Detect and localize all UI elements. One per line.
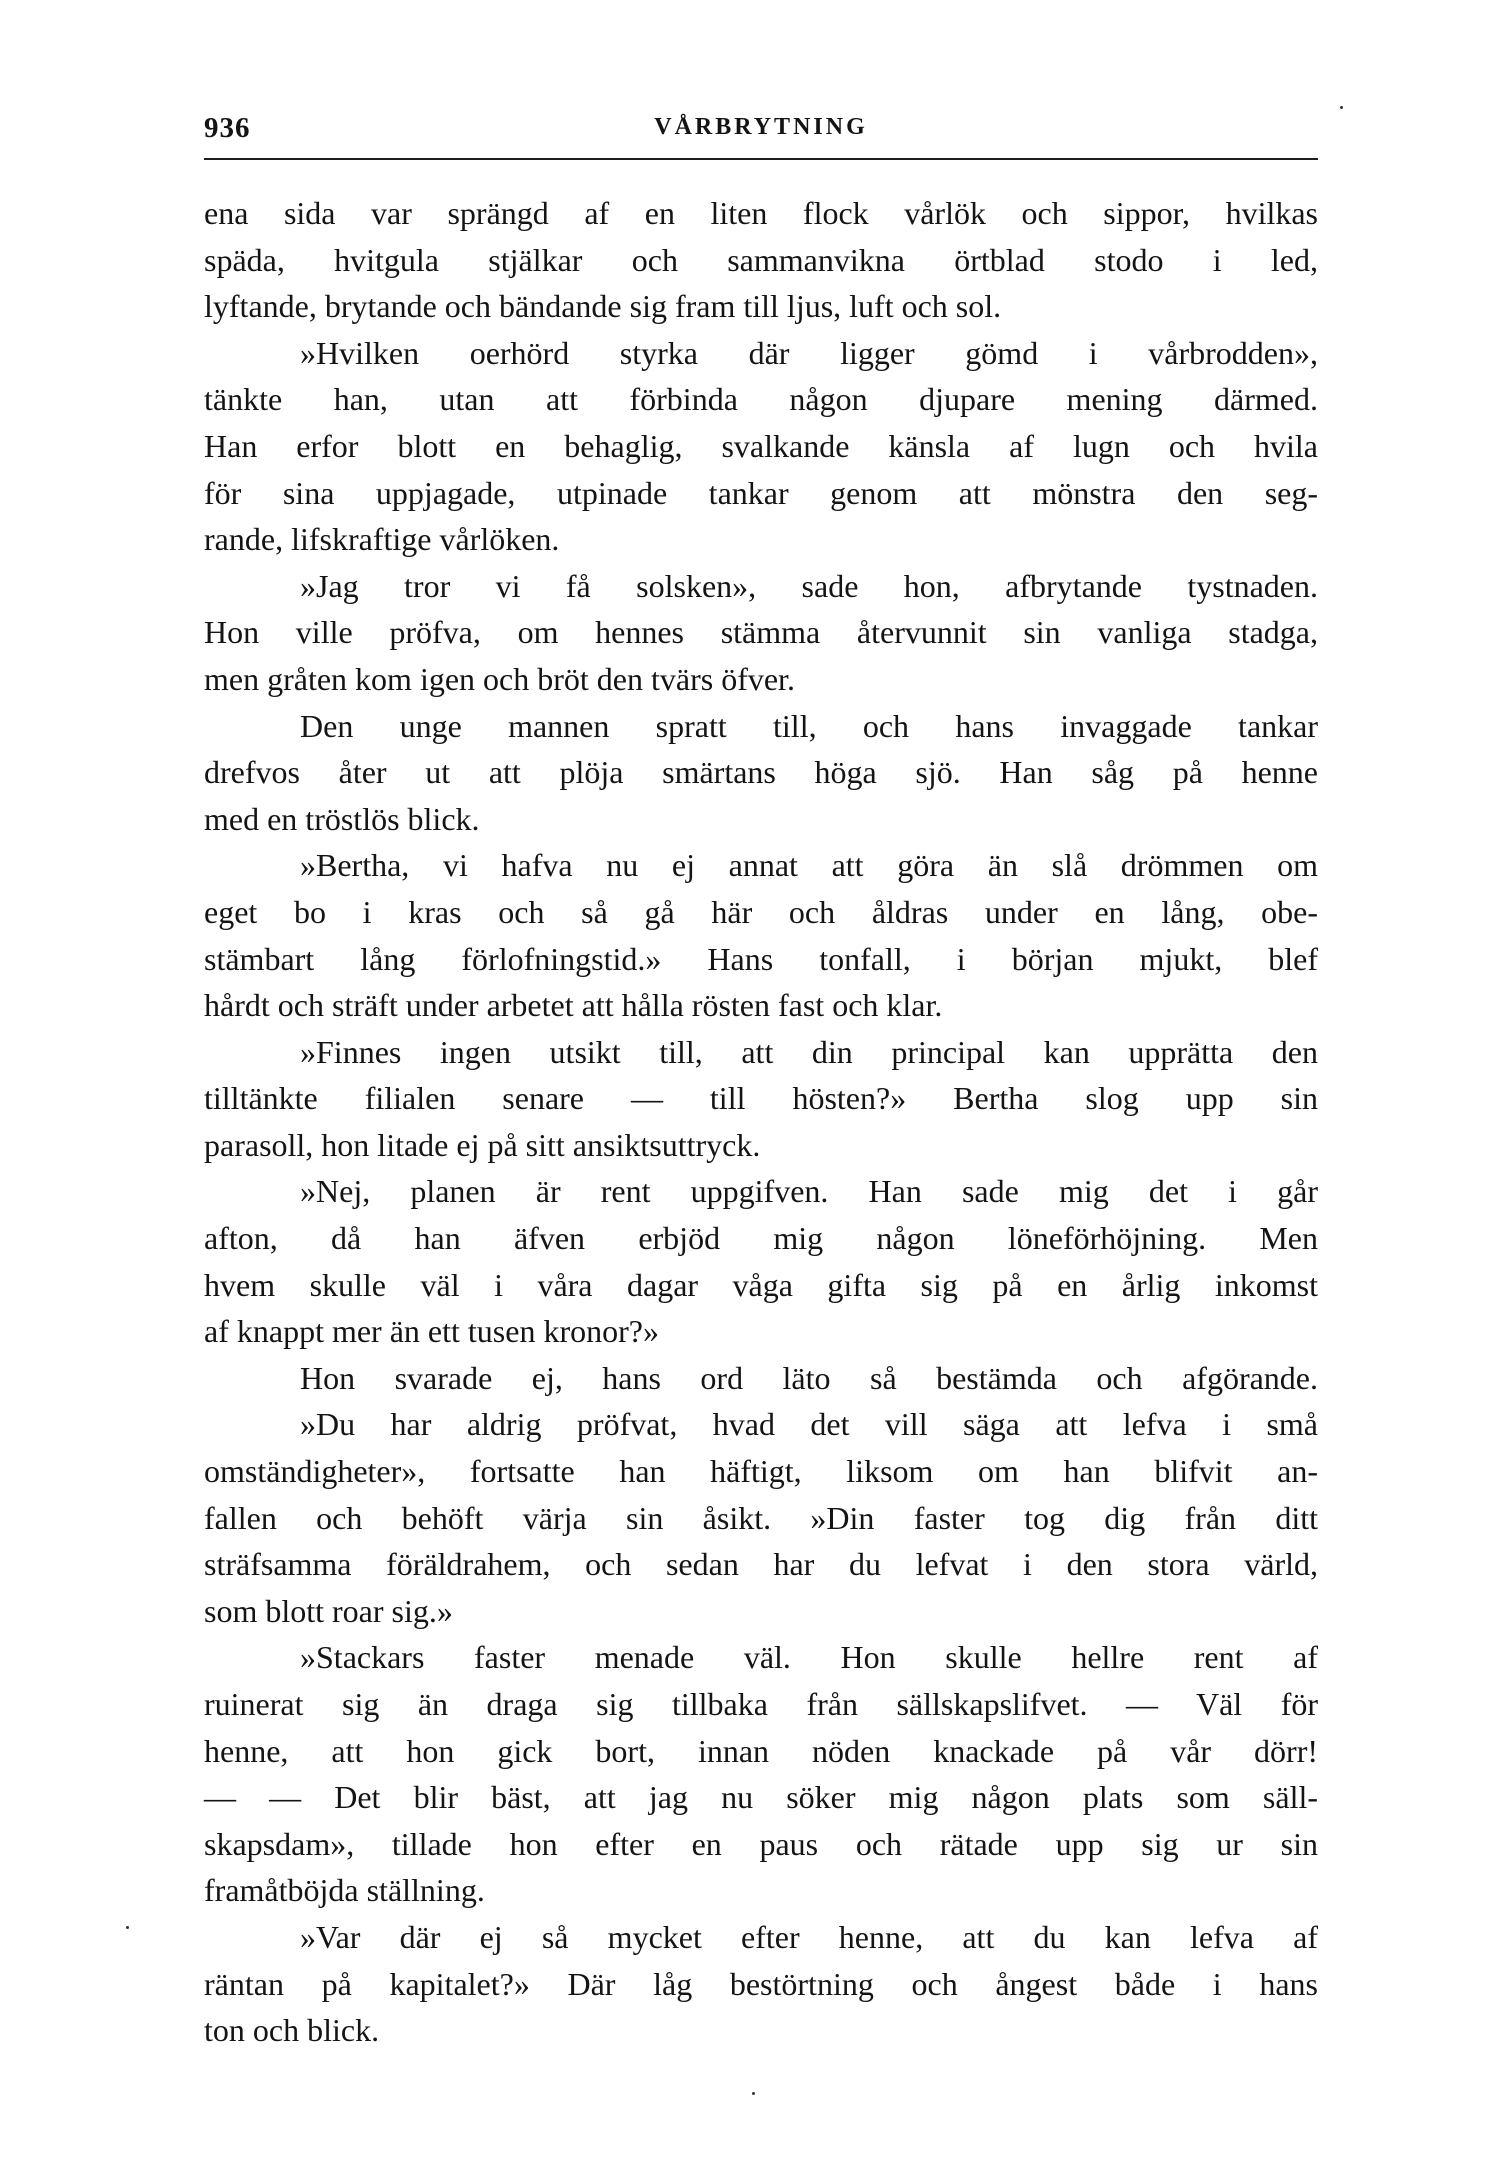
text-line: Han erfor blott en behaglig, svalkande känsla af lugn och hvila (204, 427, 1318, 464)
text-line: ruinerat sig än draga sig tillbaka från sällskapslifvet. — Väl för (204, 1686, 1318, 1722)
text-line: »Hvilken oerhörd styrka där ligger gömd i vårbrodden», (300, 334, 1318, 371)
page-number: 936 (204, 112, 251, 144)
text-line: ena sida var sprängd af en liten flock vårlök och sippor, hvilkas (204, 195, 1318, 231)
text-line: omständigheter», fortsatte han häftigt, liksom om han blifvit an- (204, 1453, 1318, 1490)
text-line: hvem skulle väl i våra dagar våga gifta sig på en årlig inkomst (204, 1266, 1318, 1303)
text-line: »Nej, planen är rent uppgifven. Han sade mig det i går (300, 1173, 1318, 1210)
text-line: som blott roar sig.» (204, 1592, 453, 1629)
text-line: hårdt och sträft under arbetet att hålla rösten fast och klar. (204, 987, 943, 1024)
text-line: men gråten kom igen och bröt den tvärs öfver. (204, 660, 795, 697)
body-text (204, 190, 1318, 2054)
text-line: ton och blick. (204, 2012, 380, 2049)
text-line: lyftande, brytande och bändande sig fram till ljus, luft och sol. (204, 288, 1002, 325)
print-speck (1340, 106, 1343, 109)
text-line: »Jag tror vi få solsken», sade hon, afbrytande tystnaden. (300, 567, 1318, 604)
text-line: henne, att hon gick bort, innan nöden knackade på vår dörr! (204, 1732, 1318, 1769)
print-speck (752, 2092, 755, 2095)
text-line: späda, hvitgula stjälkar och sammanvikna örtblad stodo i led, (204, 241, 1318, 278)
text-line: »Finnes ingen utsikt till, att din principal kan upprätta den (300, 1033, 1318, 1070)
text-line: skapsdam», tillade hon efter en paus och rätade upp sig ur sin (204, 1825, 1318, 1862)
text-line: afton, då han äfven erbjöd mig någon löneförhöjning. Men (204, 1220, 1318, 1257)
text-line: »Bertha, vi hafva nu ej annat att göra än slå drömmen om (300, 847, 1318, 884)
text-line: »Du har aldrig pröfvat, hvad det vill säga att lefva i små (300, 1406, 1318, 1443)
text-line: »Stackars faster menade väl. Hon skulle hellre rent af (300, 1639, 1318, 1676)
text-line: parasoll, hon litade ej på sitt ansiktsuttryck. (204, 1126, 761, 1163)
text-line: framåtböjda ställning. (204, 1872, 485, 1909)
text-line: Hon ville pröfva, om hennes stämma återvunnit sin vanliga stadga, (204, 614, 1318, 651)
text-line: drefvos åter ut att plöja smärtans höga sjö. Han såg på henne (204, 754, 1318, 791)
text-line: eget bo i kras och så gå här och åldras under en lång, obe- (204, 893, 1318, 930)
text-line: tilltänkte filialen senare — till hösten?» Bertha slog upp sin (204, 1080, 1318, 1117)
text-line: rande, lifskraftige vårlöken. (204, 521, 560, 558)
text-line: med en tröstlös blick. (204, 800, 480, 837)
text-line: tänkte han, utan att förbinda någon djupare mening därmed. (204, 381, 1318, 418)
text-line: fallen och behöft värja sin åsikt. »Din faster tog dig från ditt (204, 1499, 1318, 1536)
text-line: räntan på kapitalet?» Där låg bestörtning och ångest både i hans (204, 1965, 1318, 2002)
text-line: stämbart lång förlofningstid.» Hans tonfall, i början mjukt, blef (204, 940, 1318, 977)
header-rule (204, 158, 1318, 160)
running-title: VÅRBRYTNING (654, 114, 868, 140)
text-line: — — Det blir bäst, att jag nu söker mig någon plats som säll- (204, 1779, 1318, 1816)
page-header (204, 112, 1318, 152)
text-line: för sina uppjagade, utpinade tankar genom att mönstra den seg- (204, 474, 1318, 511)
print-speck (126, 1926, 129, 1929)
text-line: sträfsamma föräldrahem, och sedan har du lefvat i den stora värld, (204, 1546, 1318, 1583)
text-line: af knappt mer än ett tusen kronor?» (204, 1313, 659, 1350)
text-line: Hon svarade ej, hans ord läto så bestämda och afgörande. (300, 1359, 1318, 1396)
text-line: »Var där ej så mycket efter henne, att du kan lefva af (300, 1918, 1318, 1955)
text-line: Den unge mannen spratt till, och hans invaggade tankar (300, 707, 1318, 744)
